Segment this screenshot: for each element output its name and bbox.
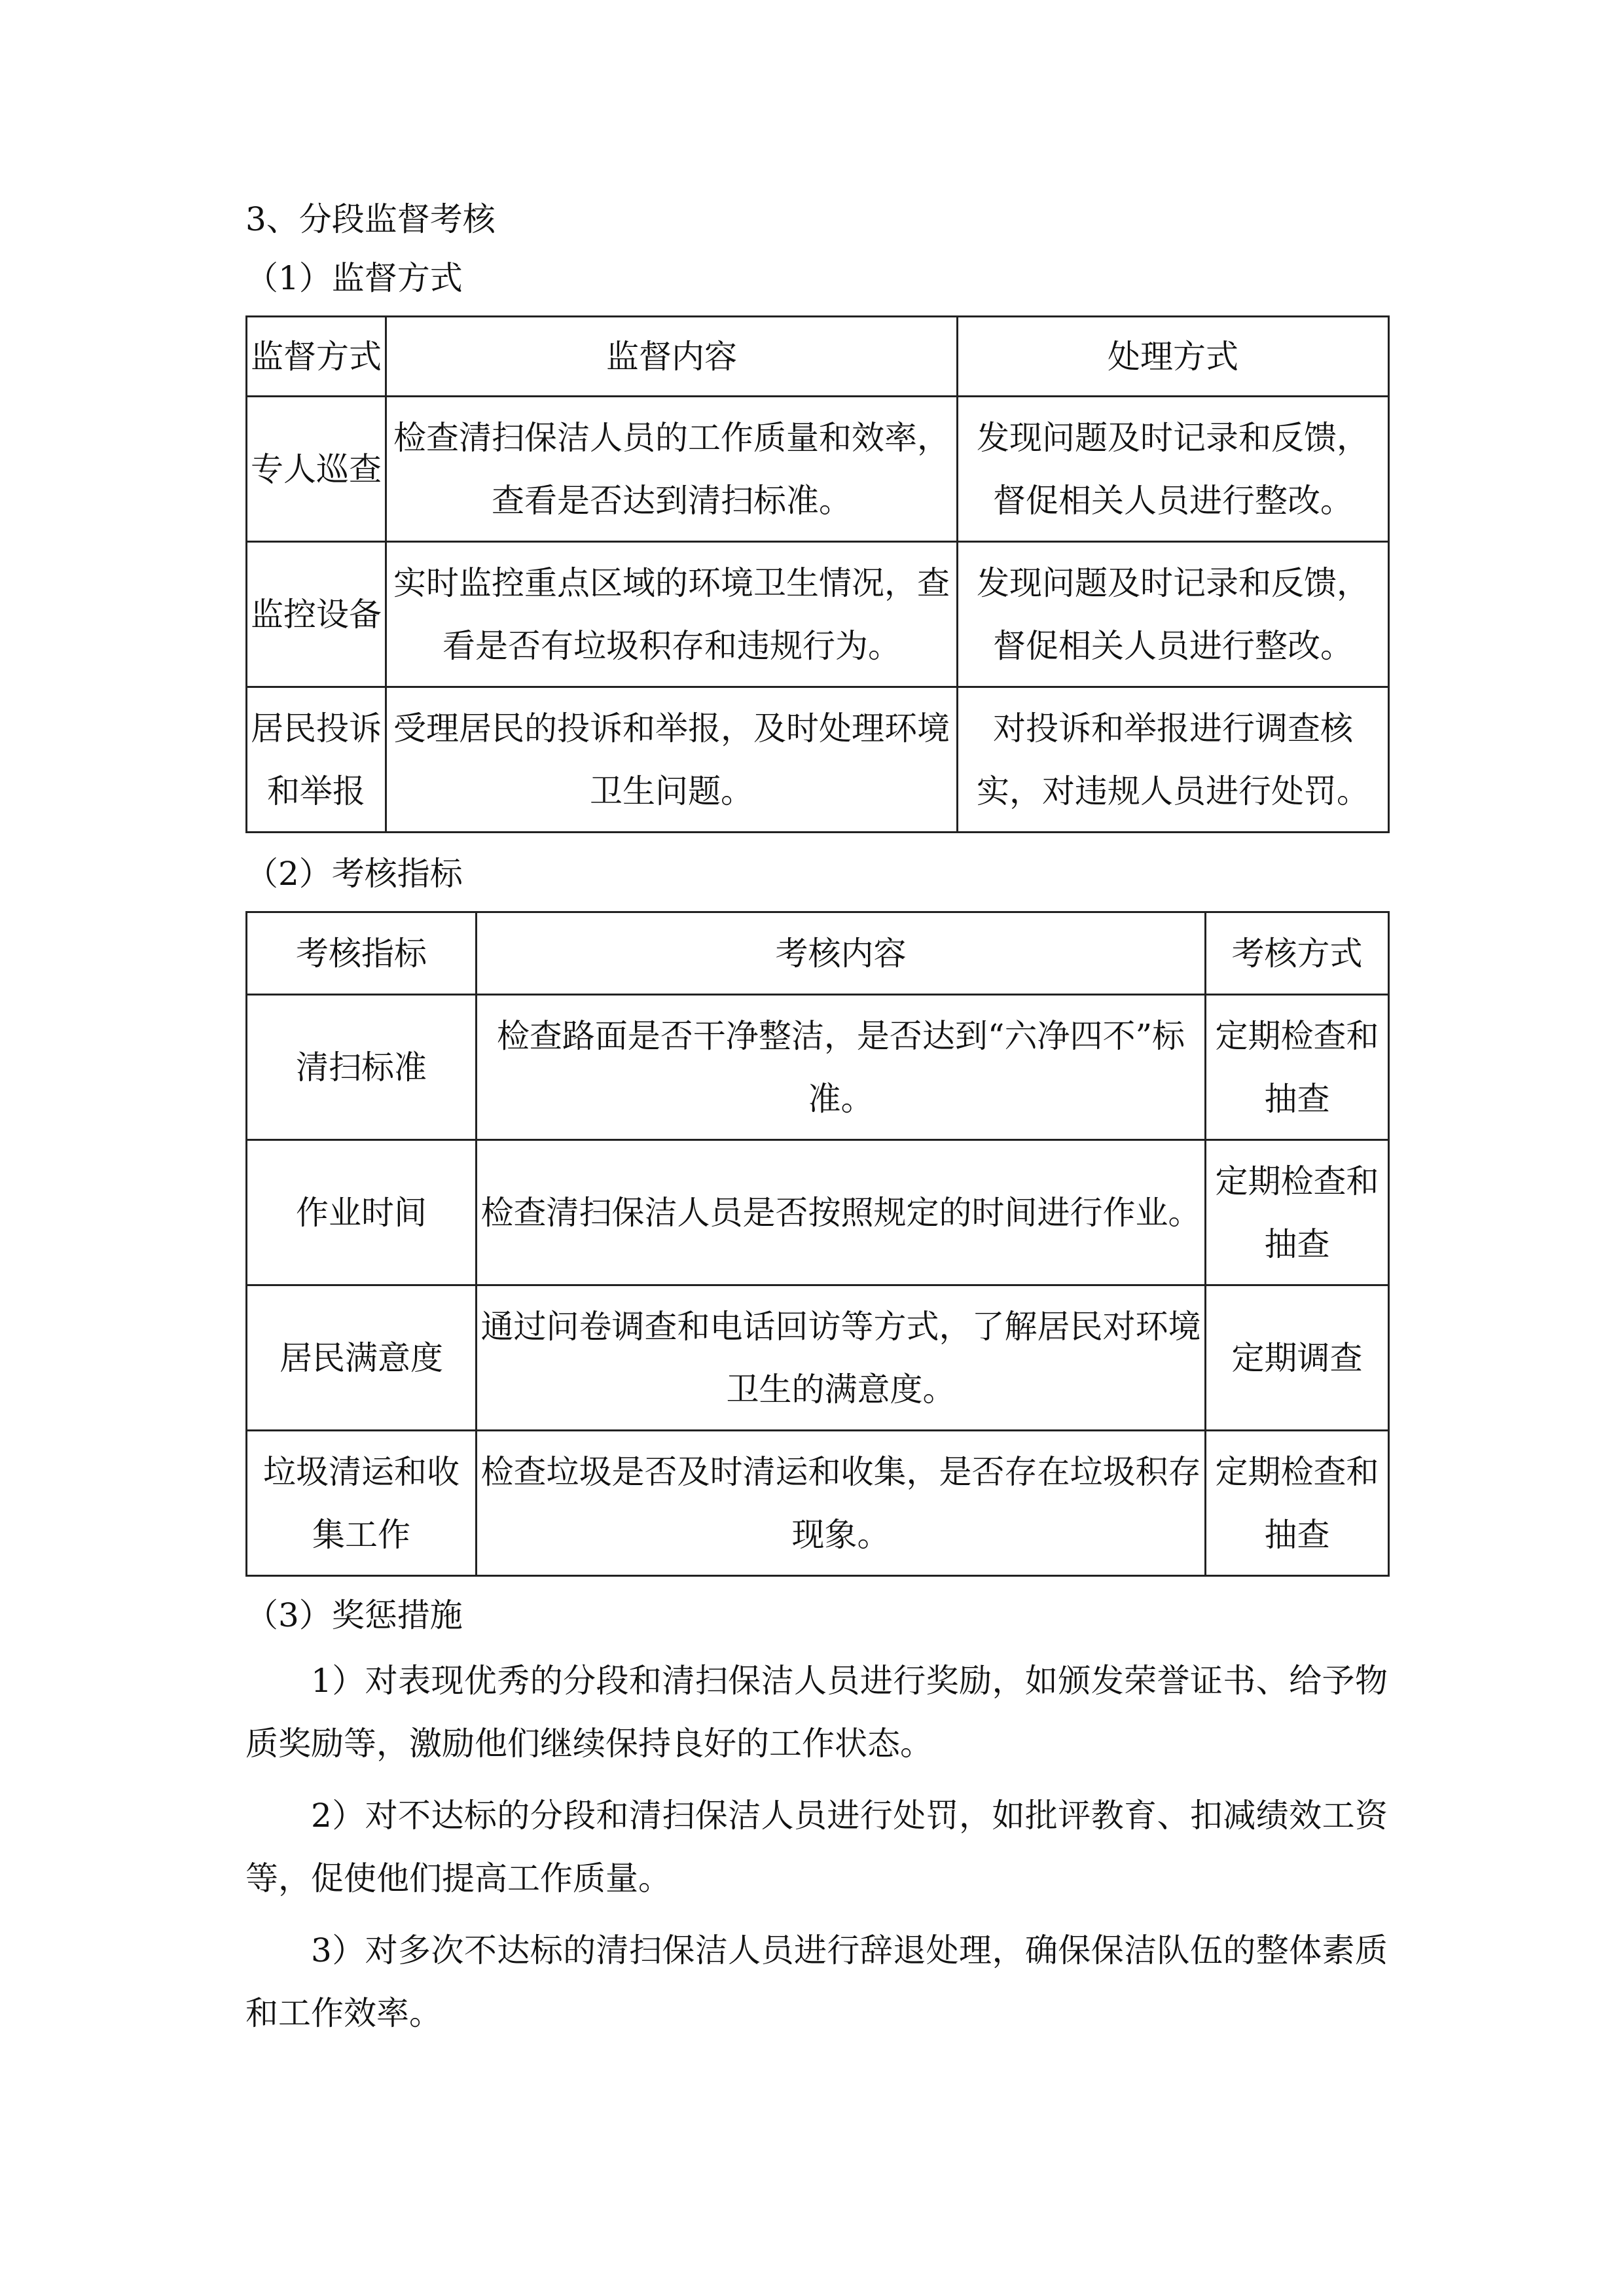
header-cell: 监督方式 <box>247 317 386 397</box>
table-cell: 垃圾清运和收集工作 <box>247 1431 477 1576</box>
table-row <box>247 1140 1389 1285</box>
table-cell: 检查清扫保洁人员的工作质量和效率，查看是否达到清扫标准。 <box>386 397 958 542</box>
table-row <box>247 1431 1389 1576</box>
assessment-table <box>245 911 1390 1577</box>
table-row <box>247 687 1389 833</box>
table-cell: 检查清扫保洁人员是否按照规定的时间进行作业。 <box>477 1140 1206 1285</box>
table-cell: 发现问题及时记录和反馈，督促相关人员进行整改。 <box>958 397 1389 542</box>
table-header-row <box>247 912 1389 995</box>
header-cell: 监督内容 <box>386 317 958 397</box>
table-cell: 定期检查和抽查 <box>1206 1431 1389 1576</box>
table-cell: 通过问卷调查和电话回访等方式，了解居民对环境卫生的满意度。 <box>477 1285 1206 1431</box>
table-cell: 定期检查和抽查 <box>1206 995 1389 1140</box>
table-cell: 检查路面是否干净整洁，是否达到“六净四不”标准。 <box>477 995 1206 1140</box>
rewards-subtitle: （3）奖惩措施 <box>245 1596 463 1634</box>
table-row <box>247 397 1389 542</box>
assessment-subtitle: （2）考核指标 <box>245 855 463 893</box>
supervision-table <box>245 315 1390 833</box>
header-cell: 考核方式 <box>1206 912 1389 995</box>
header-cell: 考核指标 <box>247 912 477 995</box>
table-cell: 定期调查 <box>1206 1285 1389 1431</box>
table-row <box>247 542 1389 687</box>
table-cell: 实时监控重点区域的环境卫生情况，查看是否有垃圾积存和违规行为。 <box>386 542 958 687</box>
table-row <box>247 995 1389 1140</box>
header-cell: 考核内容 <box>477 912 1206 995</box>
table-header-row <box>247 317 1389 397</box>
table-cell: 居民投诉和举报 <box>247 687 386 833</box>
table-cell: 监控设备 <box>247 542 386 687</box>
table-cell: 作业时间 <box>247 1140 477 1285</box>
table-cell: 发现问题及时记录和反馈，督促相关人员进行整改。 <box>958 542 1389 687</box>
supervision-subtitle: （1）监督方式 <box>245 259 463 297</box>
table-cell: 对投诉和举报进行调查核实，对违规人员进行处罚。 <box>958 687 1389 833</box>
table-cell: 居民满意度 <box>247 1285 477 1431</box>
header-cell: 处理方式 <box>958 317 1389 397</box>
section-title: 3、分段监督考核 <box>245 200 496 238</box>
reward-item: 1）对表现优秀的分段和清扫保洁人员进行奖励，如颁发荣誉证书、给予物质奖励等，激励他们继续保持良好的工作状态。 <box>245 1662 1388 1763</box>
table-cell: 清扫标准 <box>247 995 477 1140</box>
reward-item: 3）对多次不达标的清扫保洁人员进行辞退处理，确保保洁队伍的整体素质和工作效率。 <box>245 1931 1388 2032</box>
table-cell: 检查垃圾是否及时清运和收集，是否存在垃圾积存现象。 <box>477 1431 1206 1576</box>
reward-item: 2）对不达标的分段和清扫保洁人员进行处罚，如批评教育、扣减绩效工资等，促使他们提高工作质量。 <box>245 1797 1388 1897</box>
table-cell: 定期检查和抽查 <box>1206 1140 1389 1285</box>
table-cell: 受理居民的投诉和举报，及时处理环境卫生问题。 <box>386 687 958 833</box>
table-row <box>247 1285 1389 1431</box>
table-cell: 专人巡查 <box>247 397 386 542</box>
